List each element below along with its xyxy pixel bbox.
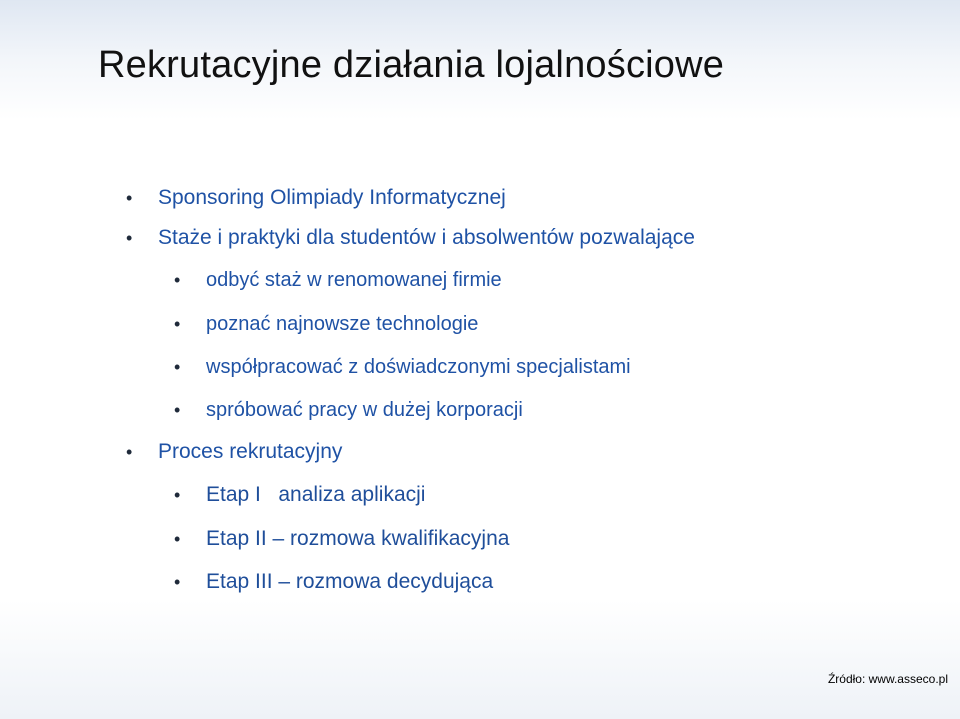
sub-bullet-item	[174, 267, 502, 293]
slide-title: Rekrutacyjne działania lojalnościowe	[98, 44, 725, 86]
bullet-item	[126, 439, 343, 465]
bullet-dot-icon: •	[174, 400, 181, 420]
bullet-dot-icon: •	[174, 529, 181, 549]
bullet-dot-icon: •	[174, 314, 181, 334]
bullet-text: Proces rekrutacyjny	[158, 440, 343, 463]
bullet-text: Etap II – rozmowa kwalifikacyjna	[206, 527, 510, 550]
bullet-dot-icon: •	[126, 228, 133, 248]
bullet-dot-icon: •	[174, 270, 181, 290]
bullet-text: Etap III – rozmowa decydująca	[206, 570, 494, 593]
bullet-dot-icon: •	[174, 357, 181, 377]
bullet-dot-icon: •	[126, 188, 133, 208]
source-note: Źródło: www.asseco.pl	[827, 672, 948, 686]
bullet-text: Etap I analiza aplikacji	[206, 483, 426, 506]
bullet-text: współpracować z doświadczonymi specjalistami	[206, 356, 631, 378]
bullet-dot-icon: •	[126, 442, 133, 462]
bullet-text: poznać najnowsze technologie	[206, 313, 479, 335]
bullet-text: Staże i praktyki dla studentów i absolwentów pozwalające	[158, 226, 695, 249]
bullet-text: Sponsoring Olimpiady Informatycznej	[158, 186, 506, 209]
bullet-item	[126, 185, 506, 211]
sub-bullet-item	[174, 526, 510, 552]
bullet-dot-icon: •	[174, 485, 181, 505]
sub-bullet-item	[174, 354, 631, 380]
sub-bullet-item	[174, 311, 479, 337]
bullet-text: odbyć staż w renomowanej firmie	[206, 269, 502, 291]
sub-bullet-item	[174, 482, 426, 508]
bullet-dot-icon: •	[174, 572, 181, 592]
sub-bullet-item	[174, 569, 494, 595]
bullet-item	[126, 225, 695, 251]
bullet-text: spróbować pracy w dużej korporacji	[206, 399, 523, 421]
sub-bullet-item	[174, 397, 523, 423]
